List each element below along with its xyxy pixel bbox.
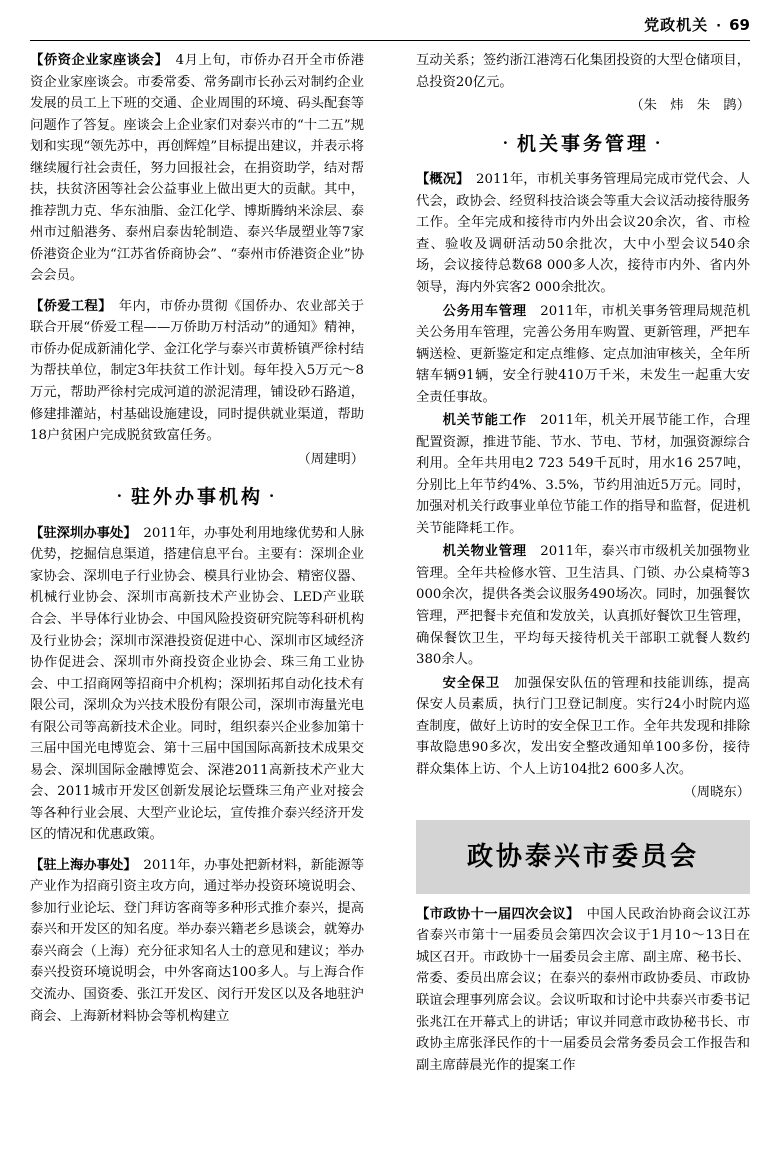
article-block — [416, 410, 750, 539]
article-signature: （周晓东） — [683, 785, 750, 801]
section-heading-text: 机关事务管理 — [516, 132, 649, 155]
article-body: 2011年，机关开展节能工作，合理配置资源，推进节能、节水、节电、节材，加强资源综合利用。全年共用电2 723 549千瓦时，用水16 257吨，分别比上年节约4%、3.5%，节约用油近5万元。同时，加强对机关行政事业单位节能工作的指导和监督，促进机关节能降耗工作。 — [416, 413, 750, 536]
article-body: 2011年，办事处把新材料，新能源等产业作为招商引资主攻方向，通过举办投资环境说明会、参加行业论坛、登门拜访客商等多种形式推介泰兴，提高泰兴和开发区的知名度。举办泰兴籍老乡恳谈会，就筹办泰兴商会（上海）充分征求知名人士的意见和建议；举办泰兴投资环境说明会，中外客商达100多人。与上海合作交流办、国资委、张江开发区、闵行开发区以及各地驻沪商会、上海新材料协会等机构建立 — [30, 857, 364, 1024]
section-decor-left: · — [502, 133, 511, 152]
article-heading: 【概况】 — [416, 172, 463, 188]
article-block — [30, 296, 364, 447]
article-subheading: 机关节能工作 — [442, 413, 527, 429]
article-signature: （朱 炜 朱 鹍） — [630, 98, 750, 114]
article-block — [416, 673, 750, 781]
left-column — [30, 50, 364, 1136]
block-spacer — [30, 848, 364, 855]
article-block — [416, 169, 750, 298]
article-body: 互动关系；签约浙江港湾石化集团投资的大型仓储项目，总投资20亿元。 — [416, 53, 750, 90]
article-subheading: 公务用车管理 — [442, 303, 527, 319]
section-decor-right: · — [655, 133, 664, 152]
article-block — [30, 855, 364, 1027]
section-banner-heading: 政协泰兴市委员会 — [416, 820, 750, 894]
article-body: 2011年，办事处利用地缘优势和人脉优势，挖掘信息渠道，搭建信息平台。主要有：深圳企业家协会、深圳电子行业协会、模具行业协会、精密仪器、机械行业协会、深圳市高新技术产业协会、LED产业联合会、半导体行业协会、中国风险投资研究院等科研机构及行业协会；深圳市深港投资促进中心、深圳市区域经济协作促进会、深圳市外商投资企业协会、珠三角工业协会、中工招商网等招商中介机构；深圳拓邦自动化技术有限公司，深圳众为兴技术股份有限公司，深圳市海量光电有限公司等高新技术企业。同时，组织泰兴企业参加第十三届中国光电博览会、第十三届中国国际高新技术成果交易会、深圳国际金融博览会、深港2011高新技术产业大会、2011城市开发区创新发展论坛暨珠三角产业对接会等各种行业会展、大型产业论坛，宣传推介泰兴经济开发区的情况和优惠政策。 — [30, 525, 364, 843]
body-columns — [30, 50, 750, 1136]
article-body: 4月上旬，市侨办召开全市侨港资企业家座谈会。市委常委、常务副市长孙云对制约企业发展的员工上下班的交通、企业周围的环境、码头配套等问题作了答复。座谈会上企业家们对泰兴市的“十二五”规划和实现“领先苏中，再创辉煌”目标提出建议，并表示将继续履行社会责任，努力回报社会，在捐资助学，结对帮扶，扶贫济困等社会公益事业上做出更大的贡献。其中，推荐凯力克、华东油脂、金江化学、博斯腾纳米涂层、泰州市过船港务、泰州启泰齿轮制造、泰兴华晟塑业等7家侨港资企业为“江苏省侨商协会”、“泰州市侨港资企业”协会会员。 — [30, 53, 364, 284]
right-column — [416, 50, 750, 1136]
block-spacer — [30, 289, 364, 296]
section-heading — [30, 482, 364, 513]
article-body: 加强保安队伍的管理和技能训练，提高保安人员素质，执行门卫登记制度。实行24小时院内巡查制度，做好上访时的安全保卫工作。全年共发现和排除事故隐患90多次，发出安全整改通知单100多份，接待群众集体上访、个人上访104批2 600多人次。 — [416, 675, 751, 777]
article-heading: 【驻深圳办事处】 — [30, 525, 131, 541]
article-heading: 【驻上海办事处】 — [30, 857, 131, 873]
article-body: 2011年，市机关事务管理局完成市党代会、人代会，政协会、经贸科技洽谈会等重大会议活动接待服务工作。全年完成和接待市内外出会议20余次，省、市检查、验收及调研活动50余批次，大中小型会议540余场，会议接待总数68 000多人次，接待市内外、省内外领导，海内外宾客2 000余批次。 — [416, 172, 750, 296]
article-subheading: 安全保卫 — [442, 675, 501, 691]
section-decor-right: · — [269, 487, 278, 506]
article-body: 2011年，泰兴市市级机关加强物业管理。全年共检修水管、卫生洁具、门锁、办公桌椅等3 000余次，提供各类会议服务490场次。同时，加强餐饮管理，严把餐卡充值和发放关，认真抓好餐饮卫生管理，确保餐饮卫生，平均每天接待机关干部职工就餐人数约380余人。 — [416, 544, 750, 668]
section-heading — [416, 129, 750, 160]
article-block — [30, 50, 364, 287]
running-header-separator: · — [716, 19, 722, 34]
article-block — [30, 523, 364, 846]
article-heading: 【市政协十一届四次会议】 — [416, 906, 574, 922]
article-body: 中国人民政治协商会议江苏省泰兴市第十一届委员会第四次会议于1月10～13日在城区召开。市政协十一届委员会主席、副主席、秘书长、常委、委员出席会议；在泰兴的泰州市政协委员、市政协联谊会理事列席会议。会议听取和讨论中共泰兴市委书记张兆江在开幕式上的讲话；审议并同意市政协秘书长、市政协主席张泽民作的十一届委员会常务委员会工作报告和副主席薛晨光作的提案工作 — [416, 906, 750, 1073]
section-heading-text: 驻外办事机构 — [130, 486, 263, 509]
running-header — [644, 14, 750, 35]
article-heading: 【侨资企业家座谈会】 — [30, 53, 162, 68]
article-body: 年内，市侨办贯彻《国侨办、农业部关于联合开展“侨爱工程——万侨助万村活动”的通知》精神，市侨办促成新浦化学、金江化学与泰兴市黄桥镇严徐村结为帮扶单位，制定3年扶贫工作计划。每年投入5万元～8万元，帮助严徐村完成河道的淤泥清理，铺设砂石路道，修建排灌站，村基础设施建设，同时提供就业渠道，帮助18户贫困户完成脱贫致富任务。 — [30, 298, 364, 444]
article-subheading: 机关物业管理 — [442, 544, 527, 560]
running-header-title: 党政机关 — [644, 16, 709, 34]
article-block — [416, 904, 750, 1076]
article-block — [416, 50, 750, 93]
section-decor-left: · — [116, 487, 125, 506]
article-block — [416, 541, 750, 670]
article-signature: （周建明） — [297, 451, 364, 467]
page-number: 69 — [729, 16, 750, 34]
article-block — [416, 301, 750, 409]
article-heading: 【侨爱工程】 — [30, 298, 106, 314]
header-rule — [30, 40, 750, 41]
article-body: 2011年，市机关事务管理局规范机关公务用车管理，完善公务用车购置、更新管理，严把车辆送检、更新鉴定和定点维修、定点加油审核关，全年所辖车辆91辆，安全行驶410万千米，未发生一起重大安全责任事故。 — [416, 303, 750, 405]
